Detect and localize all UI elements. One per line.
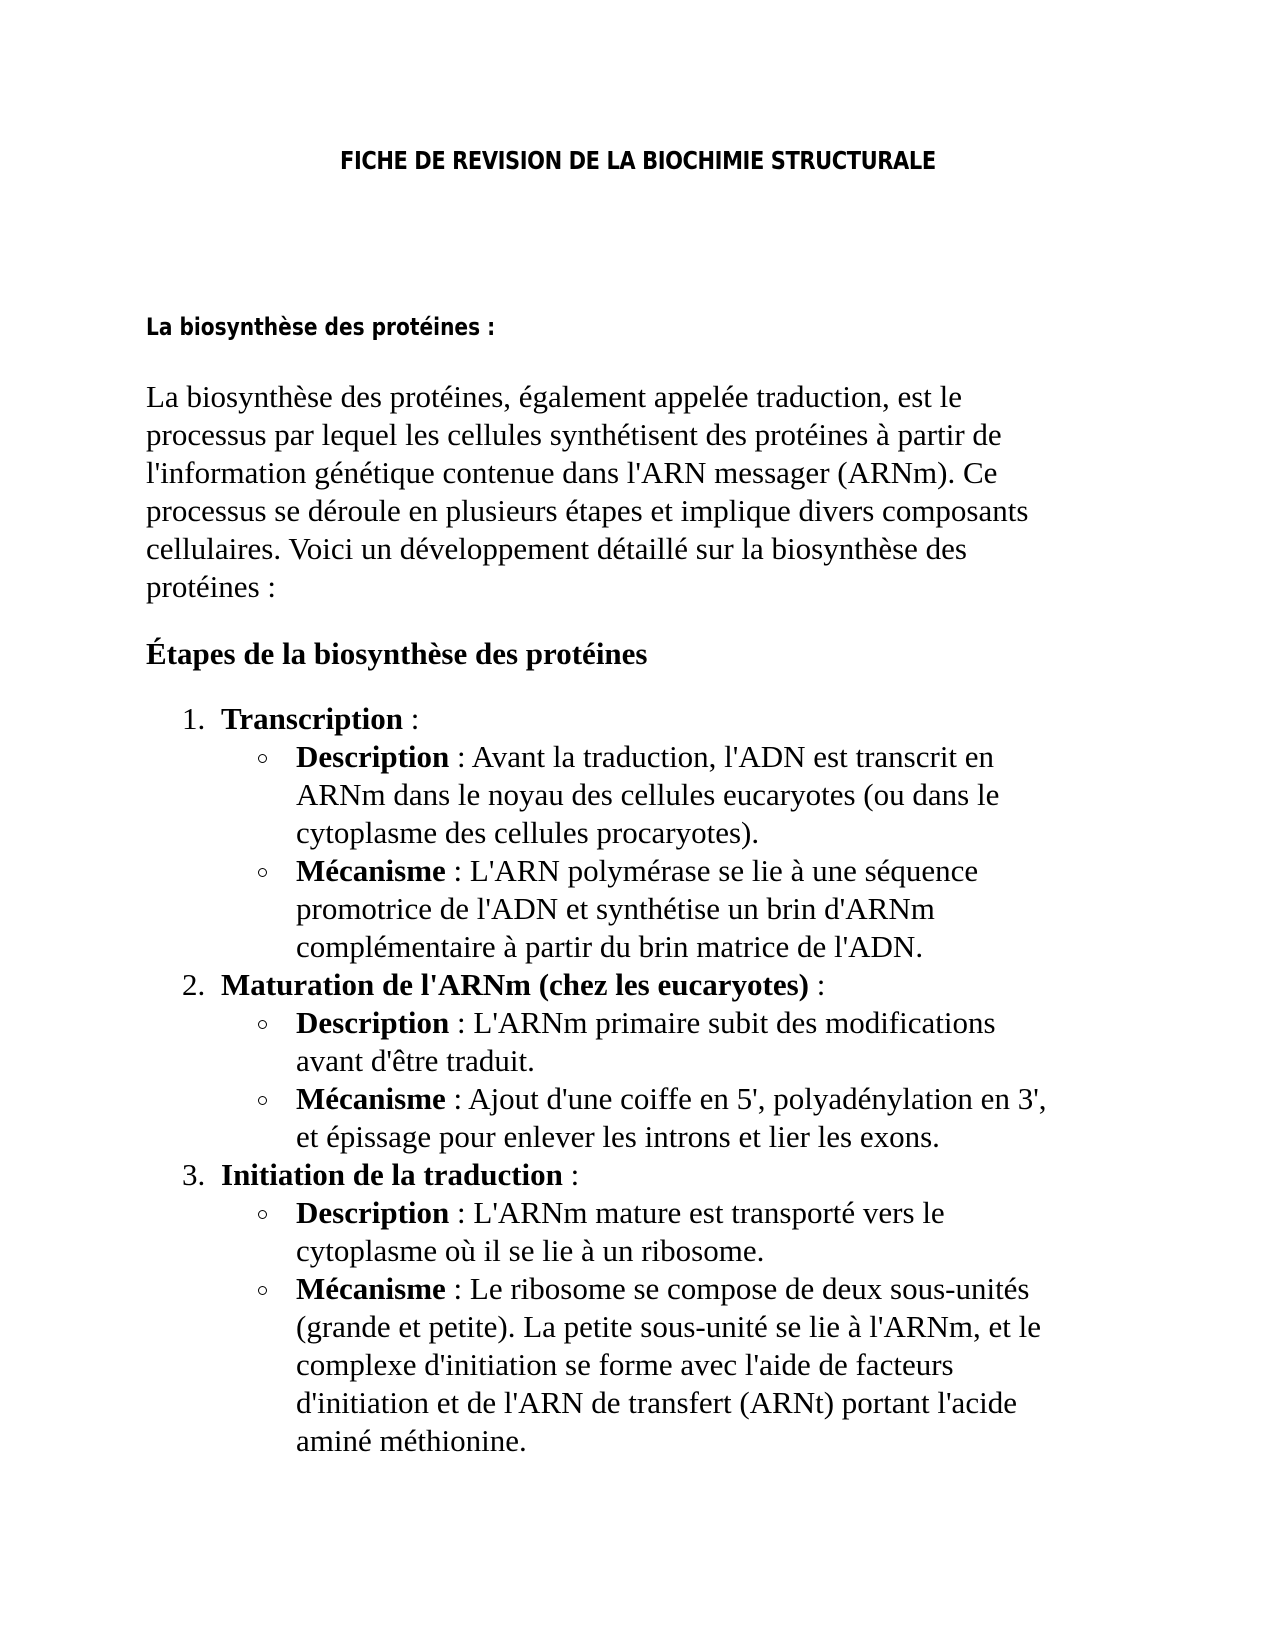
sub-item-text: : Ajout d'une coiffe en 5', polyadénylation en 3', [445,1081,1047,1116]
intro-line: protéines : [146,569,276,604]
sub-item-text: : L'ARNm mature est transporté vers le [449,1195,945,1230]
step-title: Maturation de l'ARNm (chez les eucaryotes) [221,967,809,1002]
circle-bullet-icon [258,1286,267,1295]
step-sublist [146,1194,1126,1460]
intro-paragraph [146,378,1076,606]
sub-item-description [146,738,1126,852]
step-suffix: : [403,701,420,736]
sub-item-description [146,1004,1126,1080]
sub-item-text: : Avant la traduction, l'ADN est transcrit en [449,739,995,774]
step-header [146,966,1126,1004]
step-number: 2. [182,967,206,1002]
step-header [146,1156,1126,1194]
term-label: Description [296,1195,450,1230]
sub-item-text: cytoplasme des cellules procaryotes). [296,815,760,850]
section-heading: La biosynthèse des protéines : [146,313,496,341]
step-item [146,700,1126,966]
circle-bullet-icon [258,868,267,877]
circle-bullet-icon [258,1210,267,1219]
step-item [146,966,1126,1156]
intro-line: cellulaires. Voici un développement détaillé sur la biosynthèse des [146,531,968,566]
sub-item-text: avant d'être traduit. [296,1043,535,1078]
step-item [146,1156,1126,1460]
term-label: Mécanisme [296,853,446,888]
intro-line: processus par lequel les cellules synthétisent des protéines à partir de [146,417,1002,452]
sub-item-text: et épissage pour enlever les introns et lier les exons. [296,1119,940,1154]
steps-list [146,700,1126,1460]
sub-item-description [146,1194,1126,1270]
sub-item-mechanism [146,1080,1126,1156]
document-title: FICHE DE REVISION DE LA BIOCHIMIE STRUCTURALE [340,146,936,175]
step-suffix: : [809,967,826,1002]
intro-line: l'information génétique contenue dans l'ARN messager (ARNm). Ce [146,455,998,490]
sub-item-text: : L'ARNm primaire subit des modifications [449,1005,996,1040]
sub-item-text: d'initiation et de l'ARN de transfert (ARNt) portant l'acide [296,1385,1017,1420]
term-label: Mécanisme [296,1081,446,1116]
sub-item-text: complémentaire à partir du brin matrice de l'ADN. [296,929,924,964]
sub-item-text: cytoplasme où il se lie à un ribosome. [296,1233,765,1268]
step-sublist [146,1004,1126,1156]
sub-item-text: : L'ARN polymérase se lie à une séquence [445,853,979,888]
sub-item-text: ARNm dans le noyau des cellules eucaryotes (ou dans le [296,777,1000,812]
sub-item-mechanism [146,1270,1126,1460]
step-title: Transcription [221,701,403,736]
circle-bullet-icon [258,1020,267,1029]
sub-item-mechanism [146,852,1126,966]
intro-line: processus se déroule en plusieurs étapes et implique divers composants [146,493,1029,528]
sub-item-text: (grande et petite). La petite sous-unité se lie à l'ARNm, et le [296,1309,1042,1344]
steps-heading: Étapes de la biosynthèse des protéines [146,636,648,671]
step-number: 1. [182,701,206,736]
sub-item-text: aminé méthionine. [296,1423,527,1458]
term-label: Mécanisme [296,1271,446,1306]
step-header [146,700,1126,738]
intro-line: La biosynthèse des protéines, également appelée traduction, est le [146,379,963,414]
sub-item-text: promotrice de l'ADN et synthétise un brin d'ARNm [296,891,935,926]
term-label: Description [296,739,450,774]
circle-bullet-icon [258,1096,267,1105]
step-suffix: : [562,1157,580,1192]
step-sublist [146,738,1126,966]
step-number: 3. [182,1157,206,1192]
step-title: Initiation de la traduction [221,1157,563,1192]
circle-bullet-icon [258,754,267,763]
term-label: Description [296,1005,450,1040]
sub-item-text: : Le ribosome se compose de deux sous-unités [445,1271,1030,1306]
sub-item-text: complexe d'initiation se forme avec l'aide de facteurs [296,1347,954,1382]
